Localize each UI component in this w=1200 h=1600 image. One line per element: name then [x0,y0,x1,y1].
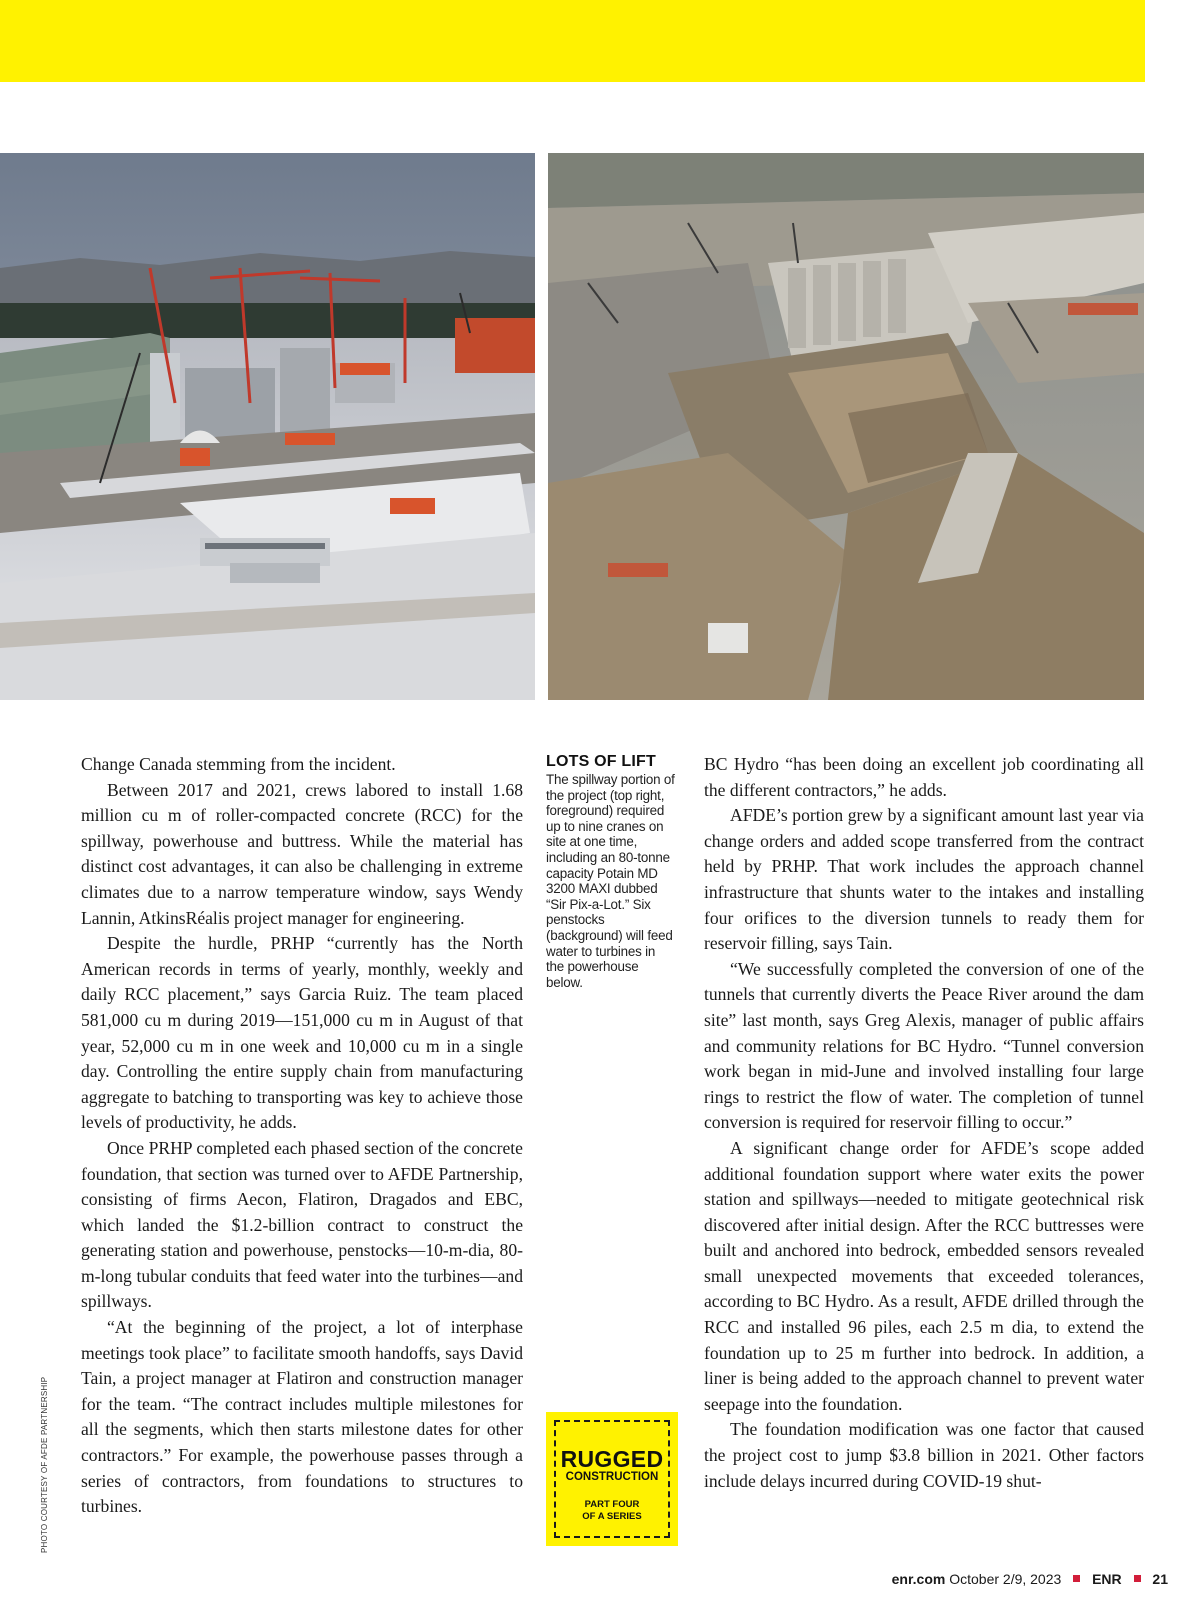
photo-credit: PHOTO COURTESY OF AFDE PARTNERSHIP [40,1376,49,1553]
construction-site-photo-left [0,153,535,700]
paragraph: Despite the hurdle, PRHP “currently has the North American records in terms of yearly, monthly, weekly and daily RCC placement,” says Garcia Ruiz. The team placed 581,000 cu m during 2019—151,000 cu m in August of that year, 52,000 cu m in one week and 10,000 cu m in a single day. Controlling the entire supply chain from manufacturing aggregate to batching to transporting was key to achieve those levels of productivity, he adds. [81,933,523,1133]
caption-text: The spillway portion of the project (top right, foreground) required up to nine cranes on site at one time, including an 80-tonne capacity Potain MD 3200 MAXI dubbed “Sir Pix-a-Lot.” Six penstocks (background) will feed water to turbines in the powerhouse below. [546,772,675,990]
caption-title: LOTS OF LIFT [546,753,656,770]
top-yellow-bar [0,0,1145,82]
paragraph: BC Hydro “has been doing an excellent job coordinating all the different contractors,” he adds. [704,754,1144,800]
badge-part: PART FOUR [584,1499,640,1510]
paragraph: “We successfully completed the conversion of one of the tunnels that currently diverts the Peace River around the dam site” last month, says Greg Alexis, manager of public affairs and community relations for BC Hydro. “Tunnel conversion work began in mid-June and involved installing four large rings to restrict the flow of water. The completion of tunnel conversion is required for reservoir filling to occur.” [704,958,1144,1133]
footer-square-icon [1073,1575,1080,1582]
footer-site: enr.com [891,1571,946,1587]
article-column-right [704,752,1144,1494]
page-footer [892,1571,1168,1587]
paragraph: Once PRHP completed each phased section of the concrete foundation, that section was turned over to AFDE Partnership, consisting of firms Aecon, Flatiron, Dragados and EBC, which landed the $1.2-billion contract to construct the generating station and powerhouse, penstocks—10-m-dia, 80-m-long tubular conduits that feed water into the turbines—and spillways. [81,1137,523,1312]
paragraph: The foundation modification was one factor that caused the project cost to jump $3.8 billion in 2021. Other factors include delays incurred during COVID-19 shut- [704,1419,1144,1491]
paragraph: Change Canada stemming from the incident. [81,754,396,774]
footer-brand: ENR [1092,1571,1122,1587]
spillway-aerial-photo-right [548,153,1144,700]
photo-caption [546,752,676,990]
paragraph: A significant change order for AFDE’s scope added additional foundation support where water exits the power station and spillways—needed to mitigate geotechnical risk discovered after initial design. After the RCC buttresses were built and anchored into bedrock, embedded sensors revealed small unexpected movements that exceeded tolerances, according to BC Hydro. As a result, AFDE drilled through the RCC and installed 96 piles, each 2.5 m dia, to extend the foundation up to 25 m further into bedrock. In addition, a liner is being added to the approach channel to prevent water seepage into the foundation. [704,1137,1144,1414]
article-column-left [81,752,523,1520]
footer-date: October 2/9, 2023 [949,1571,1062,1587]
badge-subtitle: CONSTRUCTION [565,1471,659,1483]
paragraph: AFDE’s portion grew by a significant amount last year via change orders and added scope transferred from the contract held by PRHP. That work includes the approach channel infrastructure that shunts water to the intakes and installing four orifices to the diversion tunnels to ready them for reservoir filling, says Tain. [704,805,1144,954]
footer-square-icon [1134,1575,1141,1582]
badge-title: RUGGED [560,1446,664,1472]
series-badge [546,1412,678,1546]
paragraph: “At the beginning of the project, a lot of interphase meetings took place” to facilitate smooth handoffs, says David Tain, a project manager at Flatiron and construction manager for the team. “The contract includes multiple milestones for all the segments, which then starts milestone dates for other contractors.” For example, the powerhouse passes through a series of contractors, from foundations to structures to turbines. [81,1317,523,1517]
badge-series: OF A SERIES [582,1511,642,1522]
paragraph: Between 2017 and 2021, crews labored to install 1.68 million cu m of roller-compacted concrete (RCC) for the spillway, powerhouse and buttress. While the material has distinct cost advantages, it can also be challenging in extreme climates due to a narrow temperature window, says Wendy Lannin, AtkinsRéalis project manager for engineering. [81,779,523,928]
page-number: 21 [1152,1571,1168,1587]
